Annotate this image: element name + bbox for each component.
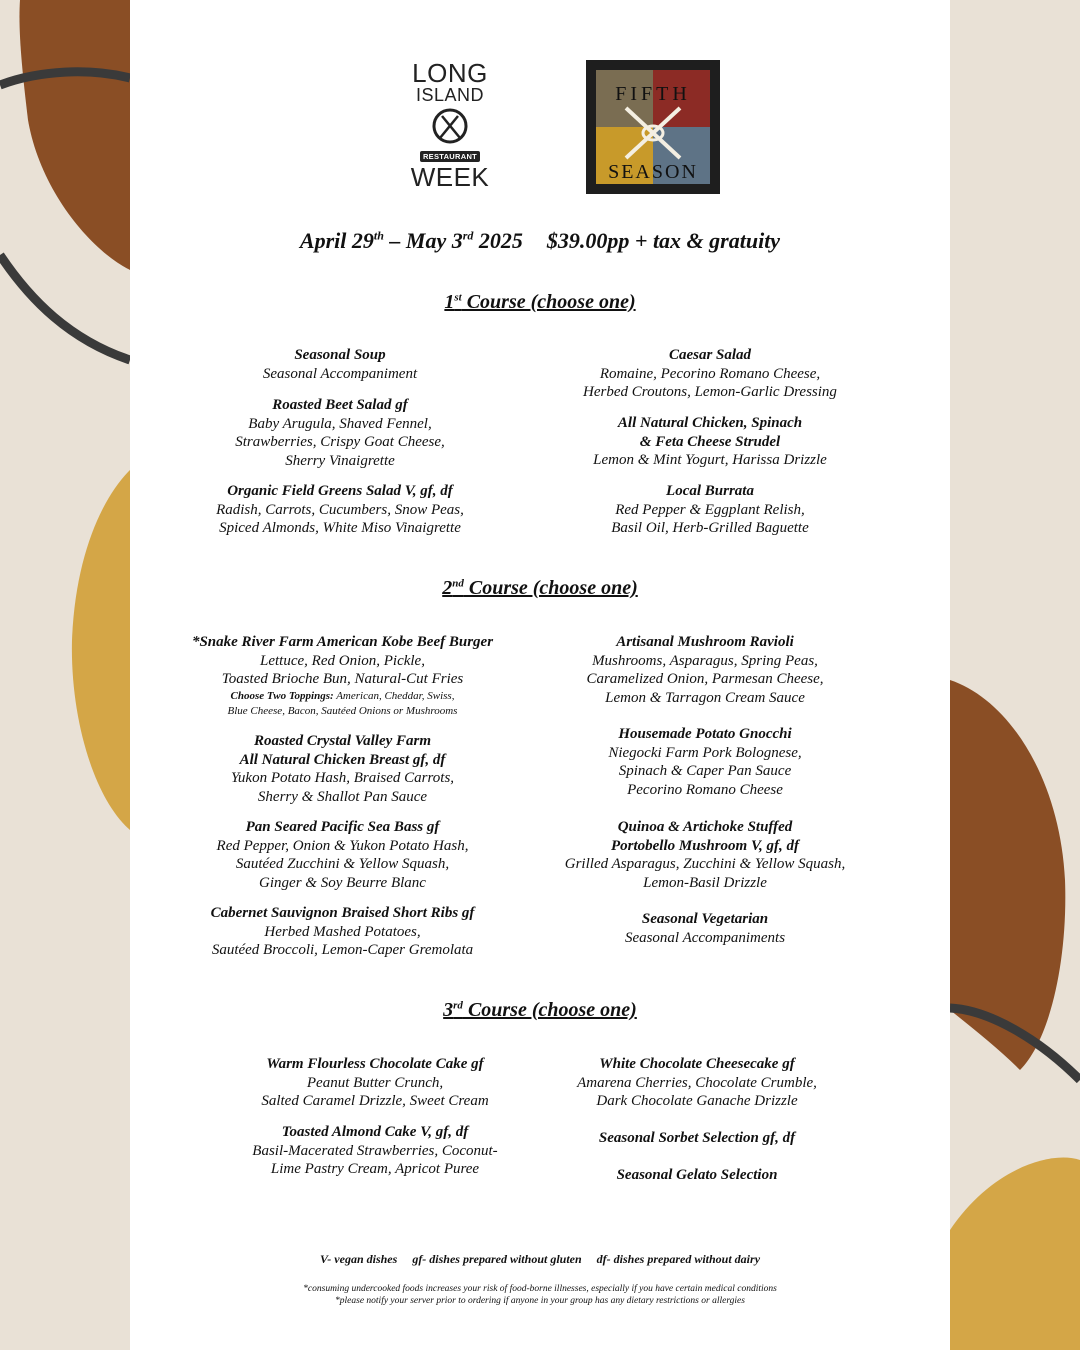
menu-item: Seasonal Vegetarian Seasonal Accompaniments: [624, 911, 786, 946]
menu-item: Artisanal Mushroom Ravioli Mushrooms, Asparagus, Spring Peas, Caramelized Onion, Parmesan Cheese, Lemon & Tarragon Cream Sauce: [586, 634, 824, 706]
menu-item: Roasted Beet Salad gf Baby Arugula, Shaved Fennel, Strawberries, Crispy Goat Cheese, Sherry Vinaigrette: [235, 397, 445, 469]
fifth-season-text-top: FIFTH: [615, 83, 691, 105]
course-2-right-column: [540, 633, 870, 963]
date-end: May 3: [405, 228, 463, 253]
long-island-restaurant-week-logo: [406, 60, 494, 195]
course-1-left-column: [180, 346, 500, 546]
menu-item: *Snake River Farm American Kobe Beef Burger Lettuce, Red Onion, Pickle, Toasted Brioche Bun, Natural-Cut Fries Choose Two Toppings: American, Cheddar, Swiss, Blue Cheese, Bacon, Sautéed Onions or Mushrooms: [191, 634, 494, 717]
gold-leaf-bottom-right: [950, 1158, 1080, 1350]
course-3-right-column: [542, 1055, 852, 1195]
menu-item: Caesar Salad Romaine, Pecorino Romano Cheese, Herbed Croutons, Lemon-Garlic Dressing: [583, 347, 837, 400]
menu-item: Pan Seared Pacific Sea Bass gf Red Pepper, Onion & Yukon Potato Hash, Sautéed Zucchini & Yellow Squash, Ginger & Soy Beurre Blanc: [216, 819, 469, 891]
footnote-allergies: *please notify your server prior to ordering if anyone in your group has any dietary restrictions or allergies: [335, 1296, 745, 1306]
menu-item: Warm Flourless Chocolate Cake gf Peanut Butter Crunch, Salted Caramel Drizzle, Sweet Cream: [261, 1056, 489, 1109]
fifth-season-logo: [586, 60, 720, 194]
course-3-left-column: [220, 1055, 530, 1195]
date-start-suffix: th: [373, 228, 384, 243]
fifth-season-text-bottom: SEASON: [608, 161, 698, 183]
menu-item: Seasonal Gelato Selection: [616, 1167, 778, 1183]
date-end-suffix: rd: [462, 228, 474, 243]
menu-item: Seasonal Sorbet Selection gf, df: [598, 1130, 796, 1146]
fork-knife-plate-icon: [428, 106, 472, 146]
date-price-line: [130, 228, 950, 254]
menu-item: Seasonal Soup Seasonal Accompaniment: [262, 347, 418, 382]
menu-sheet: [130, 0, 950, 1350]
brown-leaf-top-left: [19, 0, 130, 270]
menu-item: Quinoa & Artichoke Stuffed Portobello Mushroom V, gf, df Grilled Asparagus, Zucchini & Yellow Squash, Lemon-Basil Drizzle: [564, 819, 846, 891]
footnotes: [130, 1283, 950, 1307]
logo-text-island: ISLAND: [415, 85, 485, 105]
menu-item: Housemade Potato Gnocchi Niegocki Farm Pork Bolognese, Spinach & Caper Pan Sauce Pecorino Romano Cheese: [608, 726, 802, 798]
date-year: 2025: [473, 228, 523, 253]
dietary-legend: [130, 1252, 950, 1267]
logo-row: [130, 58, 950, 198]
footnote-undercooked: *consuming undercooked foods increases your risk of food-borne illnesses, especially if you have certain medical conditions: [303, 1284, 777, 1294]
legend-vegan: V- vegan dishes: [319, 1252, 398, 1266]
course-3-heading: 3rd Course (choose one): [443, 999, 637, 1021]
menu-item: White Chocolate Cheesecake gf Amarena Cherries, Chocolate Crumble, Dark Chocolate Ganache Drizzle: [577, 1056, 817, 1109]
logo-badge-restaurant: RESTAURANT: [420, 151, 480, 162]
menu-item: Cabernet Sauvignon Braised Short Ribs gf Herbed Mashed Potatoes, Sautéed Broccoli, Lemon-Caper Gremolata: [210, 905, 475, 958]
logo-text-long: LONG: [412, 58, 488, 88]
menu-item: Roasted Crystal Valley Farm All Natural Chicken Breast gf, df Yukon Potato Hash, Braised Carrots, Sherry & Shallot Pan Sauce: [230, 733, 455, 805]
menu-item: Organic Field Greens Salad V, gf, df Radish, Carrots, Cucumbers, Snow Peas, Spiced Almonds, White Miso Vinaigrette: [216, 483, 464, 536]
price: $39.00pp + tax & gratuity: [546, 228, 781, 253]
legend-gluten-free: gf- dishes prepared without gluten: [412, 1252, 582, 1266]
logo-text-week: WEEK: [410, 162, 490, 192]
menu-item: Local Burrata Red Pepper & Eggplant Relish, Basil Oil, Herb-Grilled Baguette: [611, 483, 809, 536]
course-1-right-column: [550, 346, 870, 546]
menu-item: Toasted Almond Cake V, gf, df Basil-Macerated Strawberries, Coconut- Lime Pastry Cream, Apricot Puree: [252, 1124, 498, 1177]
gold-leaf-left: [72, 470, 130, 830]
dark-line-left-mid: [0, 255, 130, 360]
legend-dairy-free: df- dishes prepared without dairy: [596, 1252, 761, 1266]
course-2-heading: 2nd Course (choose one): [442, 577, 638, 599]
course-1-heading: 1st Course (choose one): [444, 291, 636, 313]
course-2-left-column: [170, 633, 515, 963]
date-dash: –: [383, 228, 406, 253]
date-start: April 29: [299, 228, 374, 253]
menu-item: All Natural Chicken, Spinach & Feta Cheese Strudel Lemon & Mint Yogurt, Harissa Drizzle: [593, 415, 827, 468]
